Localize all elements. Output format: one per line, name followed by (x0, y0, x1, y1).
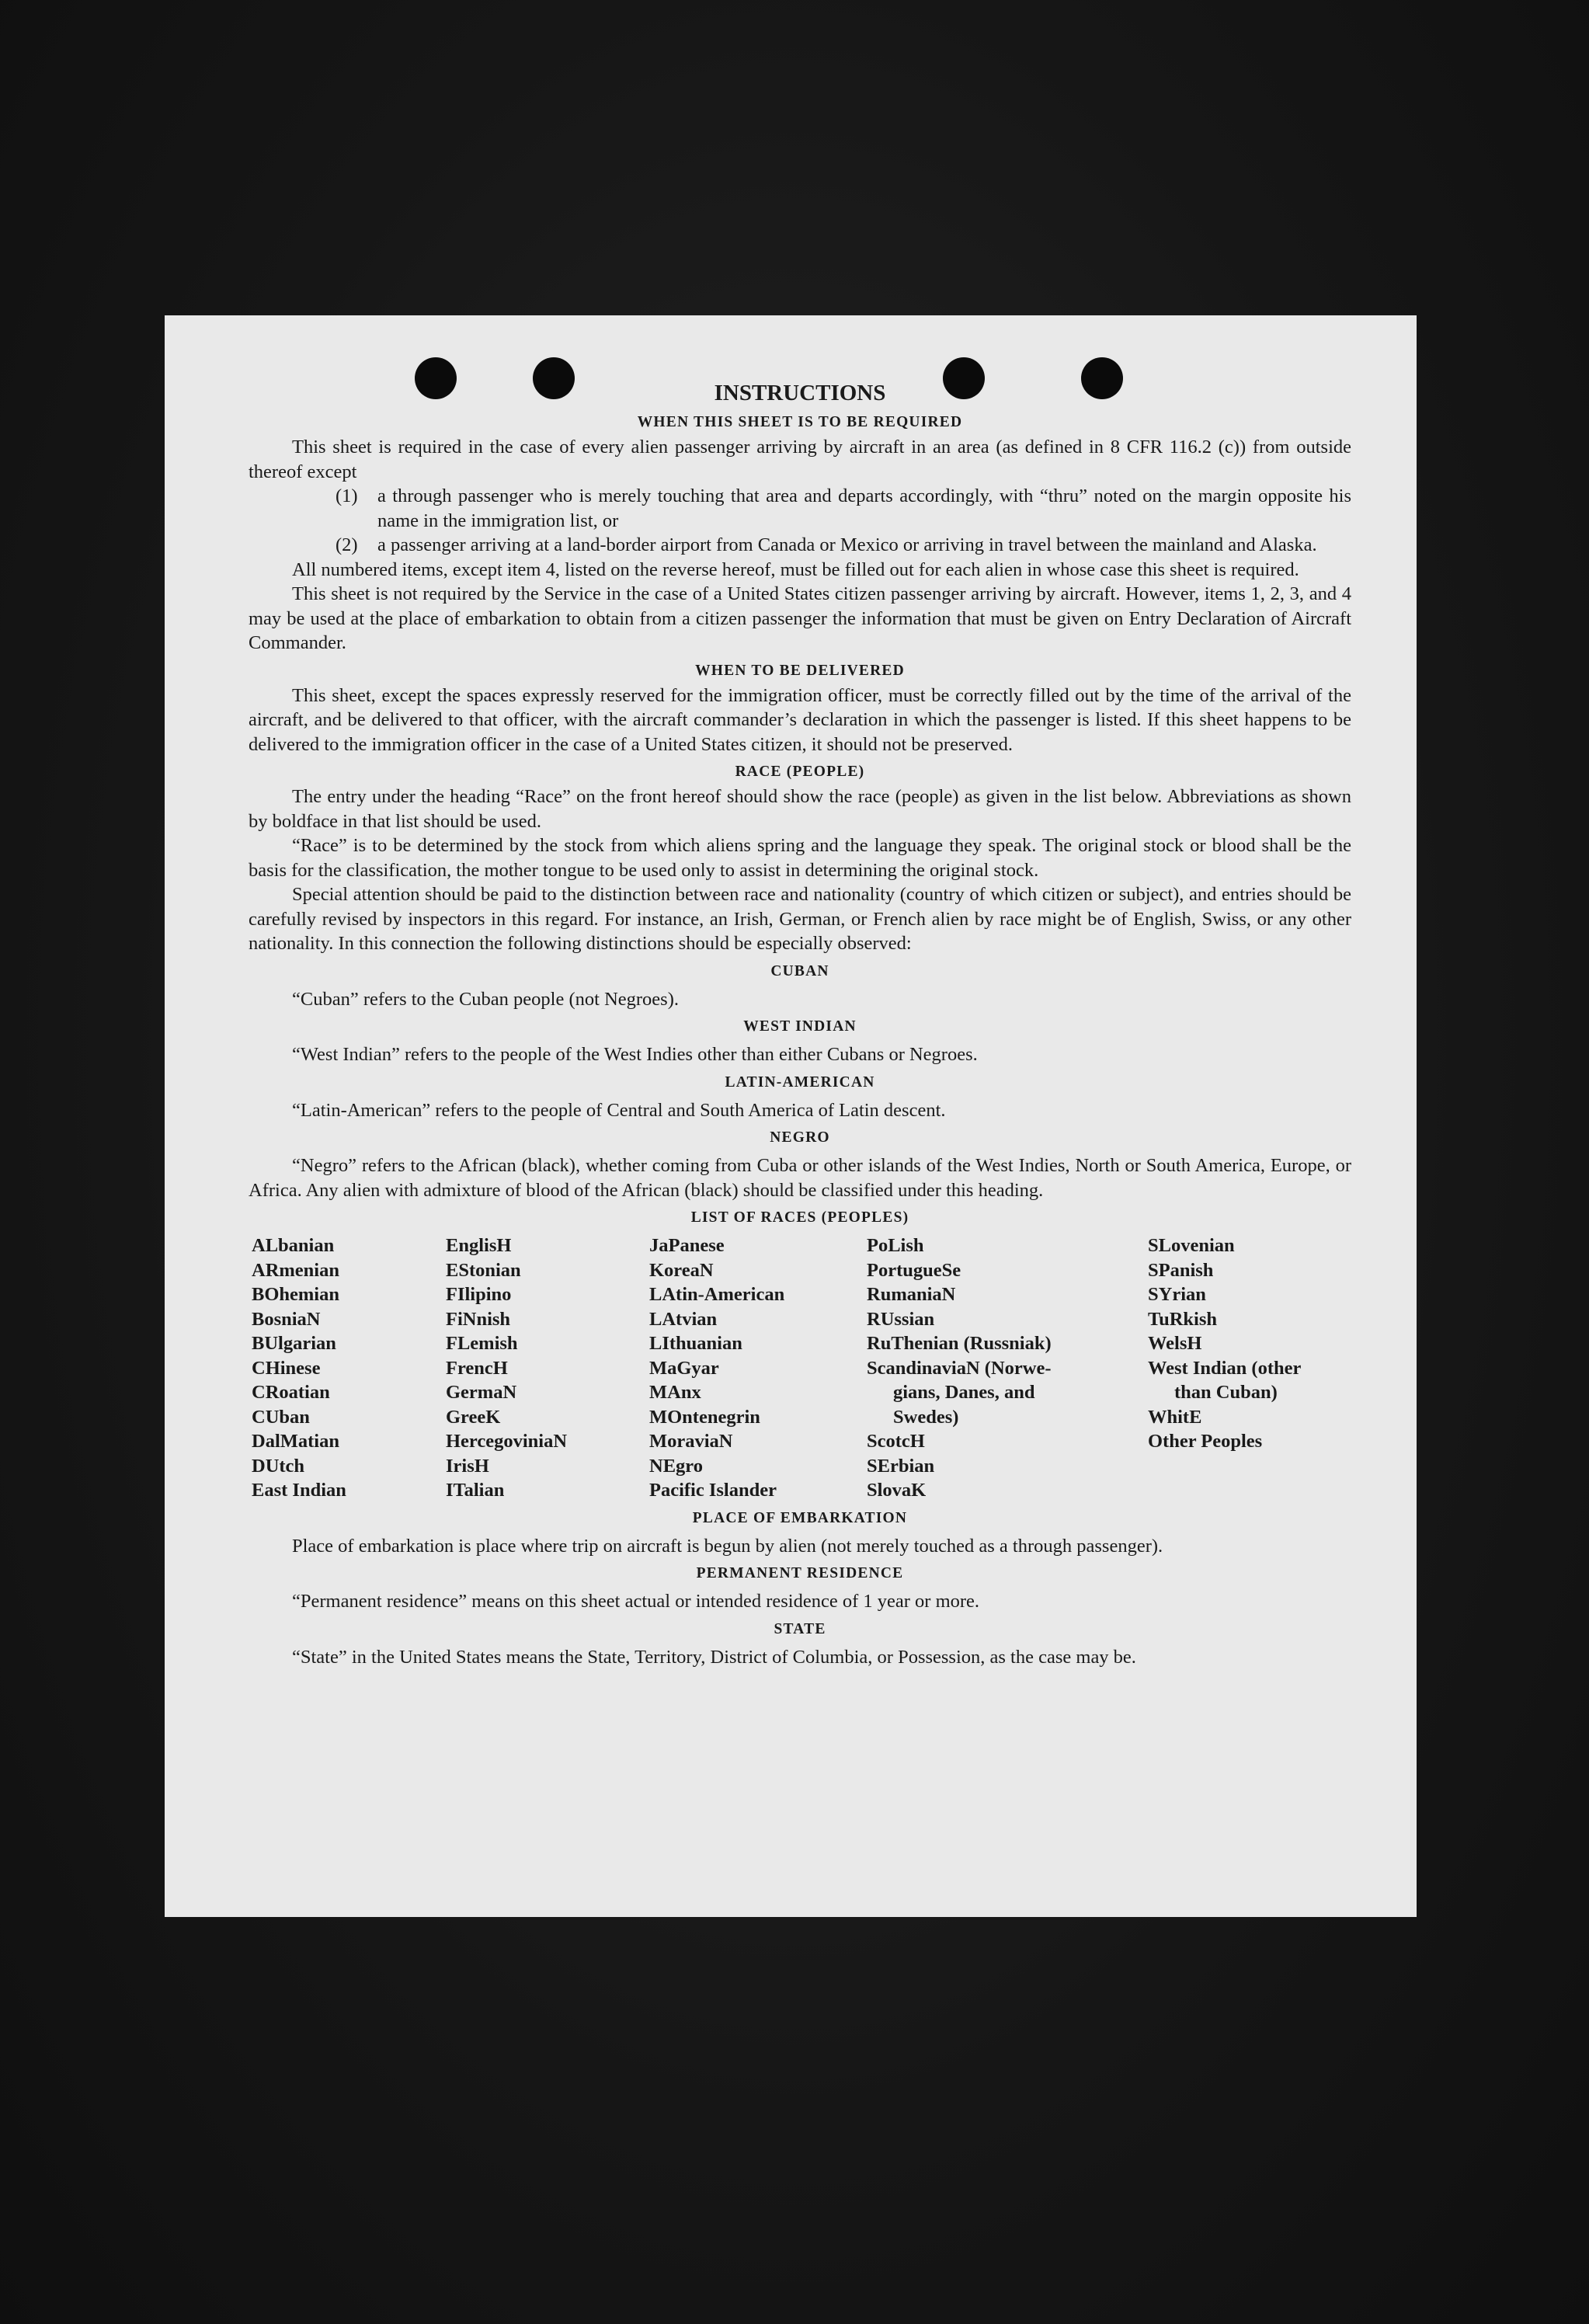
race-entry: FiNnish (446, 1308, 511, 1330)
race-entry: PoLish (867, 1235, 924, 1256)
section-heading-latin-american: LATIN-AMERICAN (725, 1073, 875, 1091)
paragraph-west-indian: “West Indian” refers to the people of the West Indies other than either Cubans or Negroes. (292, 1044, 978, 1065)
race-entry: LAtvian (649, 1308, 718, 1330)
document-title: INSTRUCTIONS (714, 381, 886, 405)
race-entry: SPanish (1148, 1259, 1214, 1281)
section-heading-west-indian: WEST INDIAN (743, 1018, 857, 1035)
paragraph-state: “State” in the United States means the State, Territory, District of Columbia, or Possession, as the case may be. (292, 1646, 1136, 1668)
race-entry: SErbian (867, 1455, 935, 1477)
paragraph-race-1: The entry under the heading “Race” on the front hereof should show the race (people) as given in the list below. Abbreviations as shown by boldface in that list should be used. (249, 786, 1351, 832)
race-entry: RUssian (867, 1308, 935, 1330)
race-entry: Pacific Islander (649, 1480, 777, 1501)
race-entry: MAnx (649, 1382, 701, 1403)
race-entry: KoreaN (649, 1259, 714, 1281)
race-entry: LAtin-American (649, 1284, 785, 1305)
race-entry: DalMatian (252, 1431, 339, 1452)
races-column-1 (252, 1233, 446, 1503)
section-heading-when-required: WHEN THIS SHEET IS TO BE REQUIRED (637, 414, 963, 430)
race-entry: GermaN (446, 1382, 517, 1403)
race-entry: MoraviaN (649, 1431, 733, 1452)
race-entry: CUban (252, 1406, 310, 1428)
race-entry: IrisH (446, 1455, 489, 1477)
race-entry: HercegoviniaN (446, 1431, 568, 1452)
paragraph-race-3: Special attention should be paid to the distinction between race and nationality (country of which citizen or subject), and entries should be carefully revised by inspectors in this regard. For instance, an Irish, German, or French alien by race might be of English, Swiss, or any other nationality. In this connection the following distinctions should be especially observed: (249, 884, 1351, 954)
races-column-4 (867, 1233, 1148, 1503)
race-entry: MaGyar (649, 1357, 719, 1379)
race-entry: CHinese (252, 1357, 321, 1379)
race-entry: CRoatian (252, 1382, 330, 1403)
race-entry: Swedes) (893, 1406, 959, 1428)
paragraph-negro: “Negro” refers to the African (black), whether coming from Cuba or other islands of the West Indies, North or South America, Europe, or Africa. Any alien with admixture of blood of the African (black) should be classified under this heading. (249, 1155, 1351, 1201)
race-entry: TuRkish (1148, 1308, 1218, 1330)
race-entry: GreeK (446, 1406, 501, 1428)
race-entry: JaPanese (649, 1235, 725, 1256)
section-heading-residence: PERMANENT RESIDENCE (696, 1565, 904, 1581)
race-entry: DUtch (252, 1455, 305, 1477)
instruction-sheet (165, 315, 1417, 1917)
paragraph-delivery: This sheet, except the spaces expressly reserved for the immigration officer, must be correctly filled out by the time of the arrival of the aircraft, and be delivered to that officer, with the aircraft commander’s declaration in which the passenger is listed. If this sheet happens to be delivered to the immigration officer in the case of a United States citizen, it should not be preserved. (249, 684, 1351, 755)
race-entry: Other Peoples (1148, 1431, 1263, 1452)
race-entry: EStonian (446, 1259, 521, 1281)
list-item-number: (2) (336, 534, 358, 555)
section-heading-state: STATE (774, 1620, 826, 1637)
section-heading-when-delivered: WHEN TO BE DELIVERED (695, 662, 905, 679)
race-entry: LIthuanian (649, 1333, 742, 1354)
paragraph-race-2: “Race” is to be determined by the stock from which aliens spring and the language they speak. The original stock or blood shall be the basis for the classification, the mother tongue to be used only to assist in determining the original stock. (249, 835, 1351, 881)
race-entry: BUlgarian (252, 1333, 336, 1354)
race-entry: West Indian (other (1148, 1357, 1302, 1379)
paragraph-latin-american: “Latin-American” refers to the people of Central and South America of Latin descent. (292, 1099, 946, 1121)
race-entry: WelsH (1148, 1333, 1202, 1354)
paragraph-citizen: This sheet is not required by the Service in the case of a United States citizen passenger arriving by aircraft. However, items 1, 2, 3, and 4 may be used at the place of embarkation to obtain from a citizen passenger the information that must be given on Entry Declaration of Aircraft Commander. (249, 583, 1351, 653)
race-entry: ScandinaviaN (Norwe- (867, 1357, 1052, 1379)
races-column-2 (446, 1233, 649, 1503)
race-entry: EnglisH (446, 1235, 512, 1256)
race-entry: ScotcH (867, 1431, 925, 1452)
list-item (336, 484, 1351, 533)
document-body (249, 379, 1351, 1669)
race-entry: ALbanian (252, 1235, 335, 1256)
paragraph-embarkation: Place of embarkation is place where trip on aircraft is begun by alien (not merely touched as a through passenger). (292, 1535, 1163, 1557)
race-entry: than Cuban) (1174, 1382, 1278, 1403)
race-entry: MOntenegrin (649, 1406, 760, 1428)
race-entry: gians, Danes, and (893, 1382, 1035, 1403)
section-heading-negro: NEGRO (770, 1129, 830, 1146)
race-entry: RumaniaN (867, 1284, 956, 1305)
list-item-number: (1) (336, 485, 358, 506)
list-item (336, 533, 1351, 558)
race-entry: RuThenian (Russniak) (867, 1333, 1052, 1354)
races-list (252, 1233, 1351, 1503)
race-entry: PortugueSe (867, 1259, 961, 1281)
paragraph-intro: This sheet is required in the case of every alien passenger arriving by aircraft in an area (as defined in 8 CFR 116.2 (c)) from outside thereof except (249, 437, 1351, 482)
paragraph-numbered-items: All numbered items, except item 4, listed on the reverse hereof, must be filled out for each alien in whose case this sheet is required. (292, 558, 1299, 580)
races-column-5 (1148, 1233, 1354, 1503)
race-entry: East Indian (252, 1480, 346, 1501)
races-column-3 (649, 1233, 867, 1503)
race-entry: SYrian (1148, 1284, 1206, 1305)
race-entry: ARmenian (252, 1259, 339, 1281)
race-entry: FLemish (446, 1333, 518, 1354)
race-entry: ITalian (446, 1480, 505, 1501)
list-item-text: a passenger arriving at a land-border airport from Canada or Mexico or arriving in travel between the mainland and Alaska. (377, 534, 1317, 555)
race-entry: SlovaK (867, 1480, 927, 1501)
paragraph-cuban: “Cuban” refers to the Cuban people (not Negroes). (292, 988, 679, 1010)
section-heading-embarkation: PLACE OF EMBARKATION (692, 1509, 908, 1526)
section-heading-cuban: CUBAN (770, 962, 829, 979)
section-heading-races-list: LIST OF RACES (PEOPLES) (690, 1209, 909, 1226)
race-entry: BosniaN (252, 1308, 321, 1330)
race-entry: WhitE (1148, 1406, 1202, 1428)
race-entry: FIlipino (446, 1284, 512, 1305)
paragraph-residence: “Permanent residence” means on this sheet actual or intended residence of 1 year or more. (292, 1591, 980, 1612)
race-entry: SLovenian (1148, 1235, 1235, 1256)
list-item-text: a through passenger who is merely touching that area and departs accordingly, with “thru” noted on the margin opposite his name in the immigration list, or (377, 485, 1351, 531)
section-heading-race: RACE (PEOPLE) (735, 764, 865, 780)
race-entry: FrencH (446, 1357, 508, 1379)
race-entry: NEgro (649, 1455, 703, 1477)
race-entry: BOhemian (252, 1284, 339, 1305)
